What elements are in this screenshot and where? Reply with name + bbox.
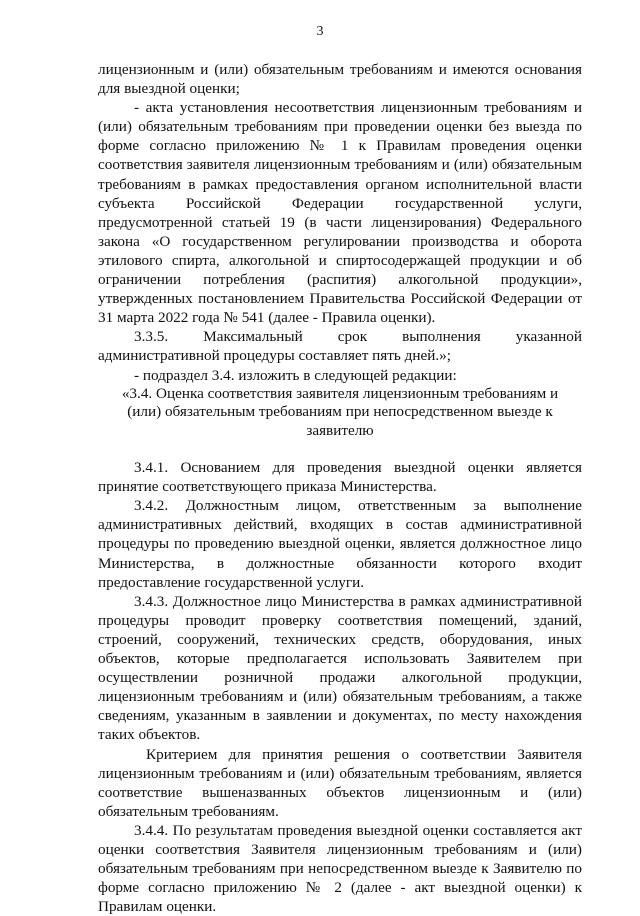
paragraph-3-4-1: 3.4.1. Основанием для проведения выездной оценки является принятие соответствующего приказа Министерства. xyxy=(98,459,582,496)
spacer xyxy=(98,440,582,458)
paragraph-3-4-4: 3.4.4. По результатам проведения выездной оценки составляется акт оценки соответствия Заявителя лицензионным требованиям и (или) обязательным требованиям при непосредственном выезде к Заявителю по форме согласно приложению № 2 (далее - акт выездной оценки) к Правилам оценки. xyxy=(98,821,582,916)
page-number: 3 xyxy=(316,24,324,39)
paragraph-3-4-2: 3.4.2. Должностным лицом, ответственным за выполнение административных действий, входящих в состав административной процедуры по проведению выездной оценки, является должностное лицо Министерства, в должностные обязанности которого входит предоставление государственной услуги. xyxy=(98,497,582,591)
section-heading-3-4: «3.4. Оценка соответствия заявителя лицензионным требованиям и (или) обязательным требованиям при непосредственном выезде к заявителю xyxy=(121,384,559,439)
paragraph-continuation: лицензионным и (или) обязательным требованиям и имеются основания для выездной оценки; xyxy=(98,61,582,98)
document-body xyxy=(98,60,582,916)
paragraph-subsection-instruction: - подраздел 3.4. изложить в следующей редакции: xyxy=(134,366,457,384)
paragraph-act-nonconformity: - акта установления несоответствия лицензионным требованиям и (или) обязательным требованиям при проведении оценки без выезда по форме согласно приложению № 1 к Правилам проведения оценки соответствия заявителя лицензионным требованиям и (или) обязательным требованиям в рамках предоставления органом исполнительной власти субъекта Российской Федерации государственной услуги, предусмотренной статьей 19 (в части лицензирования) Федерального закона «О государственном регулировании производства и оборота этилового спирта, алкогольной и спиртосодержащей продукции и об ограничении потребления (распития) алкогольной продукции», утвержденных постановлением Правительства Российской Федерации от 31 марта 2022 года № 541 (далее - Правила оценки). xyxy=(98,99,582,327)
paragraph-criterion: Критерием для принятия решения о соответствии Заявителя лицензионным требованиям и (или) обязательным требованиям, является соответствие вышеназванных объектов лицензионным и (или) обязательным требованиям. xyxy=(98,745,582,820)
paragraph-3-3-5: 3.3.5. Максимальный срок выполнения указанной административной процедуры составляет пять дней.»; xyxy=(98,328,582,365)
paragraph-3-4-3: 3.4.3. Должностное лицо Министерства в рамках административной процедуры проводит проверку соответствия помещений, зданий, строений, сооружений, технических средств, оборудования, иных объектов, которые предполагается использовать Заявителем при осуществлении розничной продажи алкогольной продукции, лицензионным требованиям и (или) обязательным требованиям, а также сведениям, указанным в заявлении и документах, по месту нахождения таких объектов. xyxy=(98,592,582,744)
